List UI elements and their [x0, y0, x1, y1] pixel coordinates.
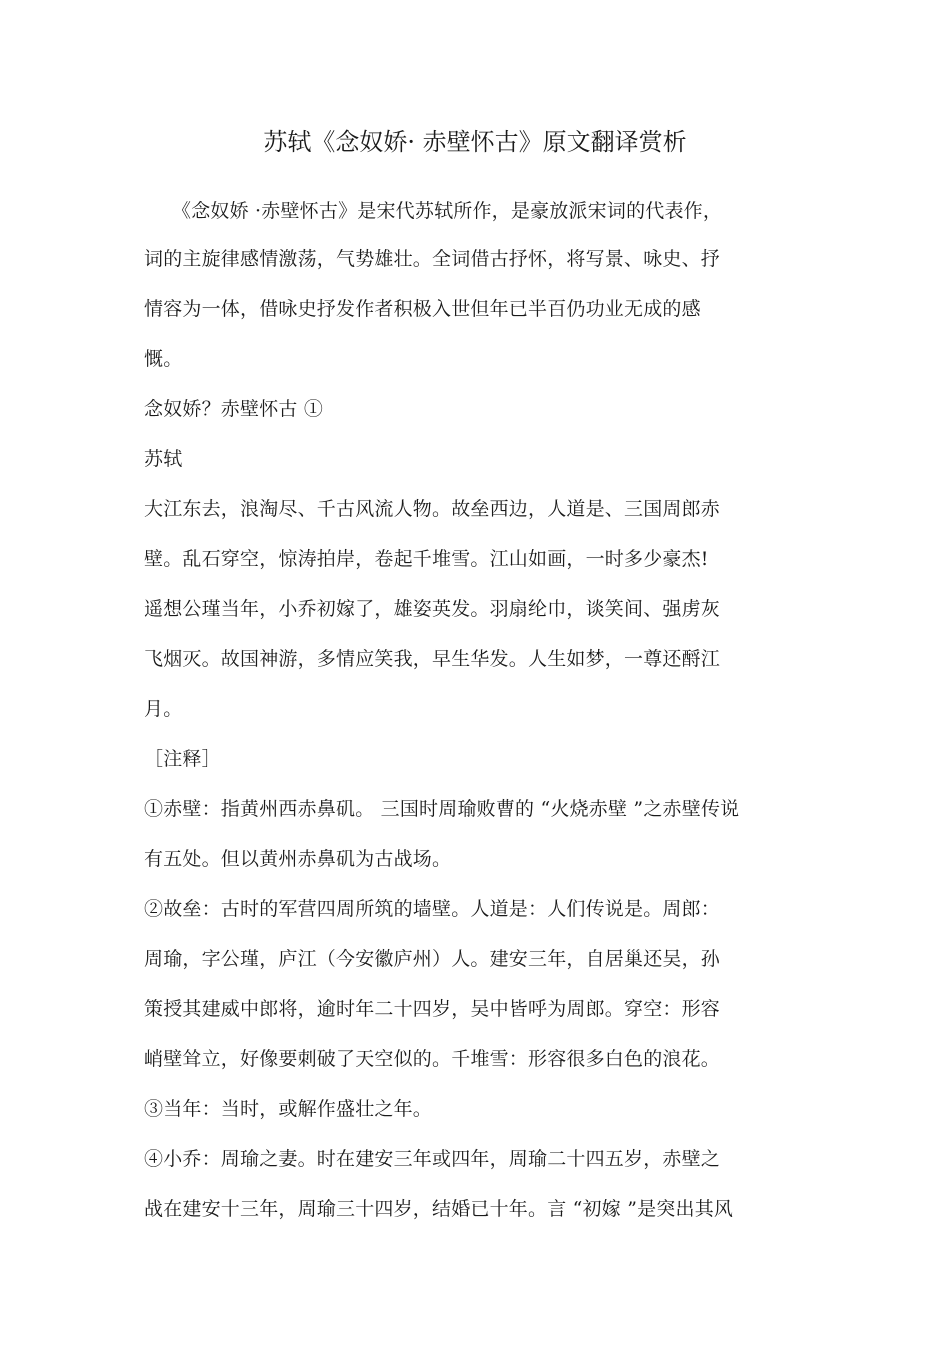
note-line-5: 策授其建威中郎将，逾时年二十四岁，吴中皆呼为周郎。穿空：形容 [144, 998, 721, 1020]
poem-line-1: 大江东去，浪淘尽、千古风流人物。故垒西边，人道是、三国周郎赤 [144, 498, 721, 520]
intro-line-2: 词的主旋律感情激荡，气势雄壮。全词借古抒怀，将写景、咏史、抒 [144, 248, 721, 270]
poem-line-5: 月。 [144, 698, 183, 720]
note-line-4: 周瑜，字公瑾，庐江（今安徽庐州）人。建安三年，自居巢还吴，孙 [144, 948, 721, 970]
note-line-7: ③当年：当时，或解作盛壮之年。 [144, 1098, 433, 1120]
notes-heading: ［注释］ [144, 748, 221, 770]
intro-line-1: 《念奴娇 ·赤壁怀古》是宋代苏轼所作，是豪放派宋词的代表作， [172, 200, 723, 222]
poem-line-3: 遥想公瑾当年，小乔初嫁了，雄姿英发。羽扇纶巾，谈笑间、强虏灰 [144, 598, 721, 620]
document-title: 苏轼《念奴娇· 赤壁怀古》原文翻译赏析 [263, 128, 687, 156]
note-line-3: ②故垒：古时的军营四周所筑的墙壁。人道是：人们传说是。周郎： [144, 898, 721, 920]
poem-title: 念奴娇？赤壁怀古 ① [144, 398, 324, 420]
note-line-9: 战在建安十三年，周瑜三十四岁，结婚已十年。言 “初嫁 ”是突出其风 [144, 1198, 734, 1220]
poem-author: 苏轼 [144, 448, 183, 470]
intro-line-3: 情容为一体，借咏史抒发作者积极入世但年已半百仍功业无成的感 [144, 298, 701, 320]
intro-line-4: 慨。 [144, 348, 183, 370]
poem-line-2: 壁。乱石穿空，惊涛拍岸，卷起千堆雪。江山如画，一时多少豪杰! [144, 548, 709, 570]
note-line-8: ④小乔：周瑜之妻。时在建安三年或四年，周瑜二十四五岁，赤壁之 [144, 1148, 721, 1170]
note-line-1: ①赤壁：指黄州西赤鼻矶。 三国时周瑜败曹的 “火烧赤壁 ”之赤壁传说 [144, 798, 740, 820]
poem-line-4: 飞烟灭。故国神游，多情应笑我，早生华发。人生如梦，一尊还酹江 [144, 648, 721, 670]
note-line-2: 有五处。但以黄州赤鼻矶为古战场。 [144, 848, 452, 870]
note-line-6: 峭壁耸立，好像要刺破了天空似的。千堆雪：形容很多白色的浪花。 [144, 1048, 721, 1070]
